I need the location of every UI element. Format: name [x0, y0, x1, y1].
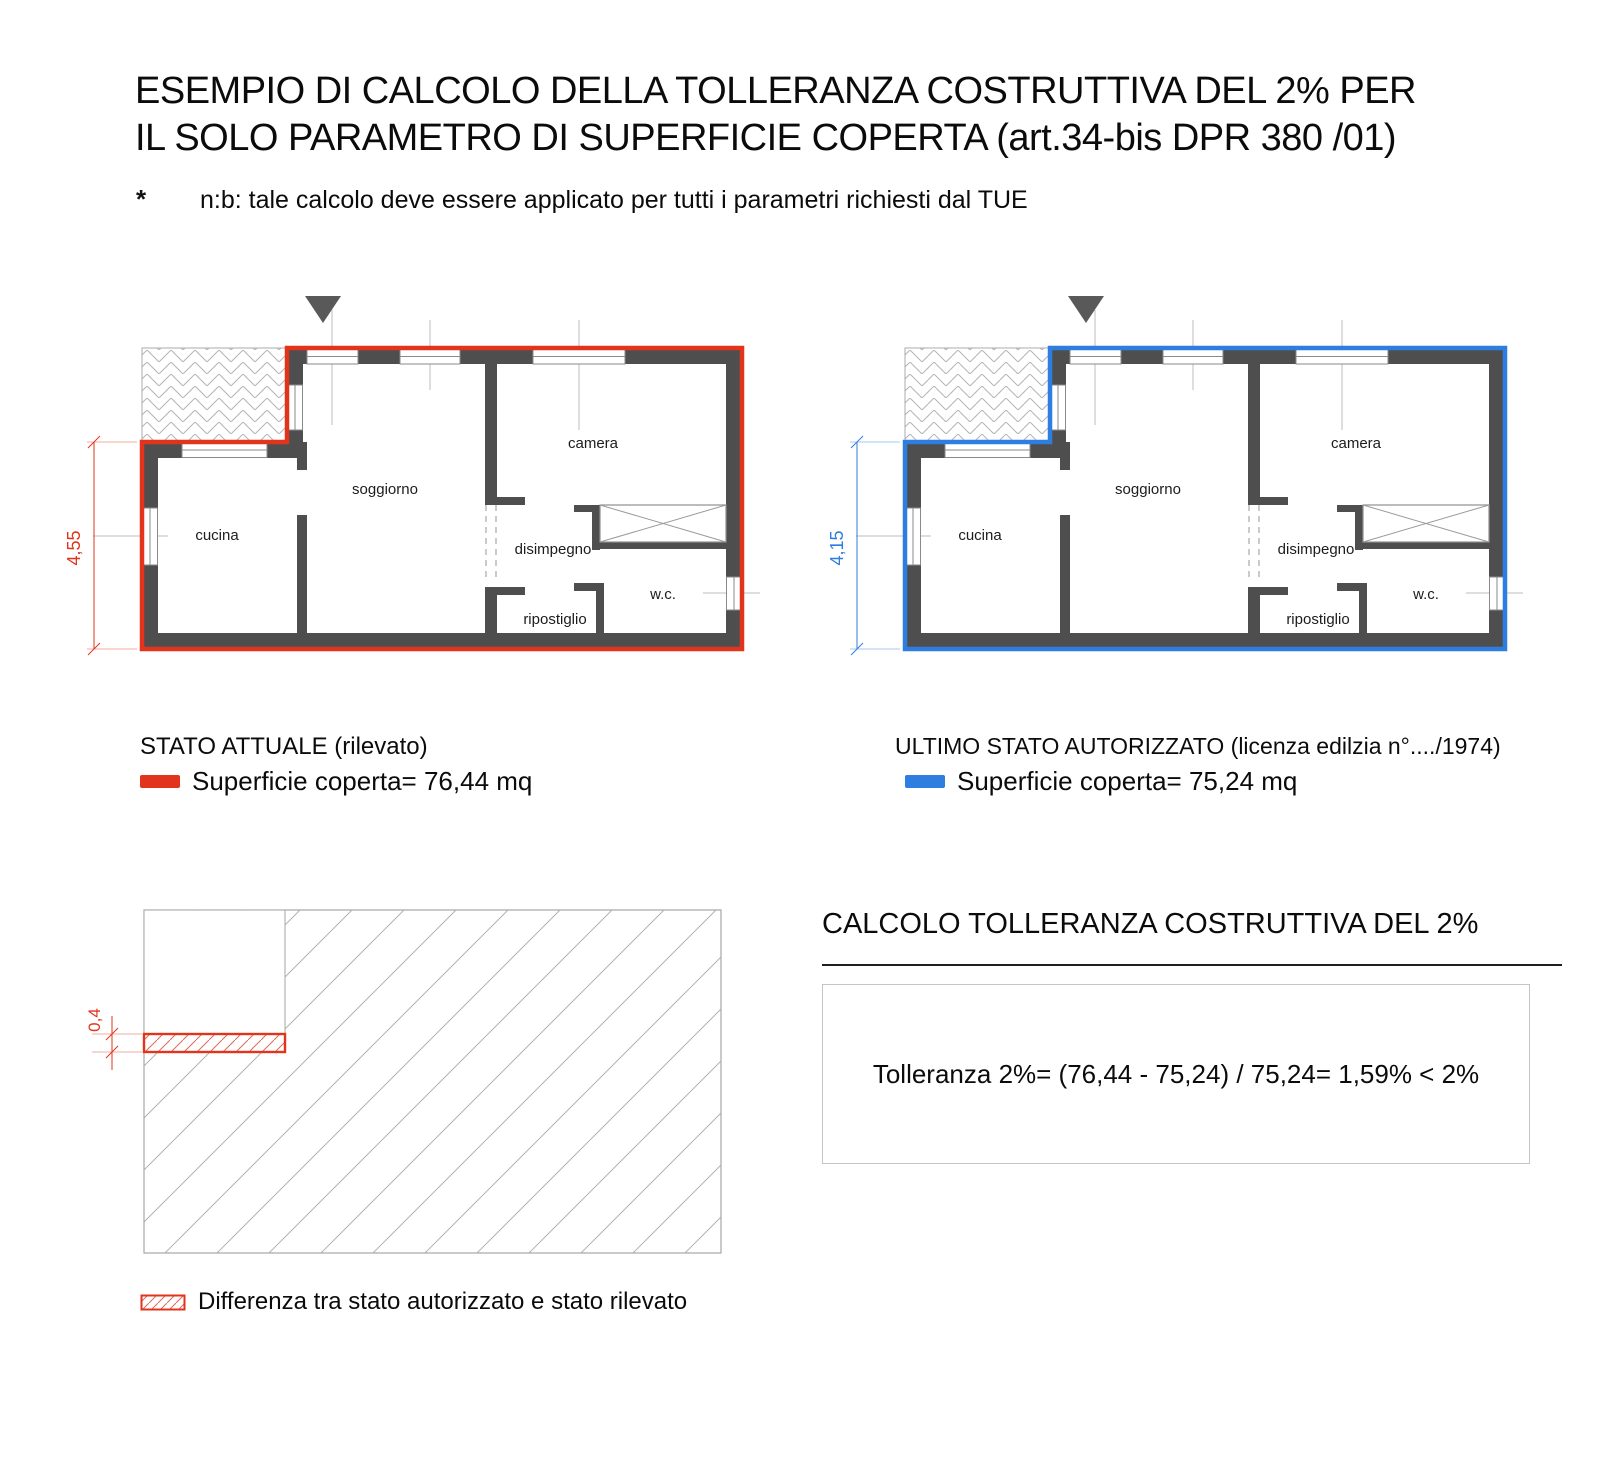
closet-x-box [1363, 505, 1489, 542]
calc-title-underline [822, 964, 1562, 966]
note-text: n:b: tale calcolo deve essere applicato per tutti i parametri richiesti dal TUE [200, 186, 1028, 214]
room-label-cucina: cucina [195, 527, 239, 544]
floor-plan-stato-autorizzato [826, 290, 1526, 670]
room-label-camera: camera [567, 435, 619, 452]
page-title-line2: IL SOLO PARAMETRO DI SUPERFICIE COPERTA (art.34-bis DPR 380 /01) [135, 117, 1397, 159]
caption-stato-attuale: STATO ATTUALE (rilevato) [140, 733, 428, 760]
entrance-marker-icon [1068, 296, 1104, 323]
room-label-wc: w.c. [650, 586, 676, 603]
legend-stato-autorizzato [905, 766, 1297, 797]
terrace-herringbone-hatch [142, 348, 287, 442]
red-surface-swatch-icon [140, 775, 180, 788]
terrace-herringbone-hatch [905, 348, 1050, 442]
dimension-strip [85, 1008, 142, 1070]
room-label-disimpegno: disimpegno [1277, 541, 1355, 558]
calc-title: CALCOLO TOLLERANZA COSTRUTTIVA DEL 2% [822, 908, 1479, 940]
entrance-marker-icon [305, 296, 341, 323]
room-label-wc: w.c. [1413, 586, 1439, 603]
passage-dashed-lines [1249, 505, 1259, 582]
room-label-ripostiglio: ripostiglio [1286, 611, 1350, 628]
room-label-camera: camera [1330, 435, 1382, 452]
terrace-notch-blank [145, 911, 285, 1034]
passage-dashed-lines [486, 505, 496, 582]
calc-box [822, 984, 1530, 1164]
room-label-soggiorno: soggiorno [1115, 481, 1181, 498]
difference-strip [144, 1034, 285, 1052]
floor-plan-stato-attuale [63, 290, 763, 670]
difference-swatch-icon [140, 1294, 186, 1311]
legend-text-difference: Differenza tra stato autorizzato e stato rilevato [198, 1288, 688, 1315]
dimension-label: 4,15 [827, 530, 847, 566]
legend-text-superficie-autorizzata: Superficie coperta= 75,24 mq [957, 766, 1298, 796]
blue-surface-swatch-icon [905, 775, 945, 788]
dimension-left [827, 436, 900, 655]
page-title [135, 68, 1416, 162]
calc-formula: Tolleranza 2%= (76,44 - 75,24) / 75,24= 1,59% < 2% [872, 1058, 1480, 1089]
closet-x-box [600, 505, 726, 542]
legend-difference [140, 1288, 687, 1316]
room-label-soggiorno: soggiorno [352, 481, 418, 498]
dimension-label: 0,4 [85, 1008, 104, 1032]
dimension-left [64, 436, 137, 655]
room-label-ripostiglio: ripostiglio [523, 611, 587, 628]
difference-diagram [69, 907, 799, 1259]
note-asterisk: * [136, 184, 147, 214]
legend-text-superficie-attuale: Superficie coperta= 76,44 mq [192, 766, 533, 796]
room-label-disimpegno: disimpegno [514, 541, 592, 558]
page-title-line1: ESEMPIO DI CALCOLO DELLA TOLLERANZA COSTRUTTIVA DEL 2% PER [135, 70, 1416, 112]
legend-stato-attuale [140, 766, 532, 797]
dimension-label: 4,55 [64, 530, 84, 566]
caption-stato-autorizzato: ULTIMO STATO AUTORIZZATO (licenza edilzia n°..../1974) [895, 733, 1501, 759]
room-label-cucina: cucina [958, 527, 1002, 544]
